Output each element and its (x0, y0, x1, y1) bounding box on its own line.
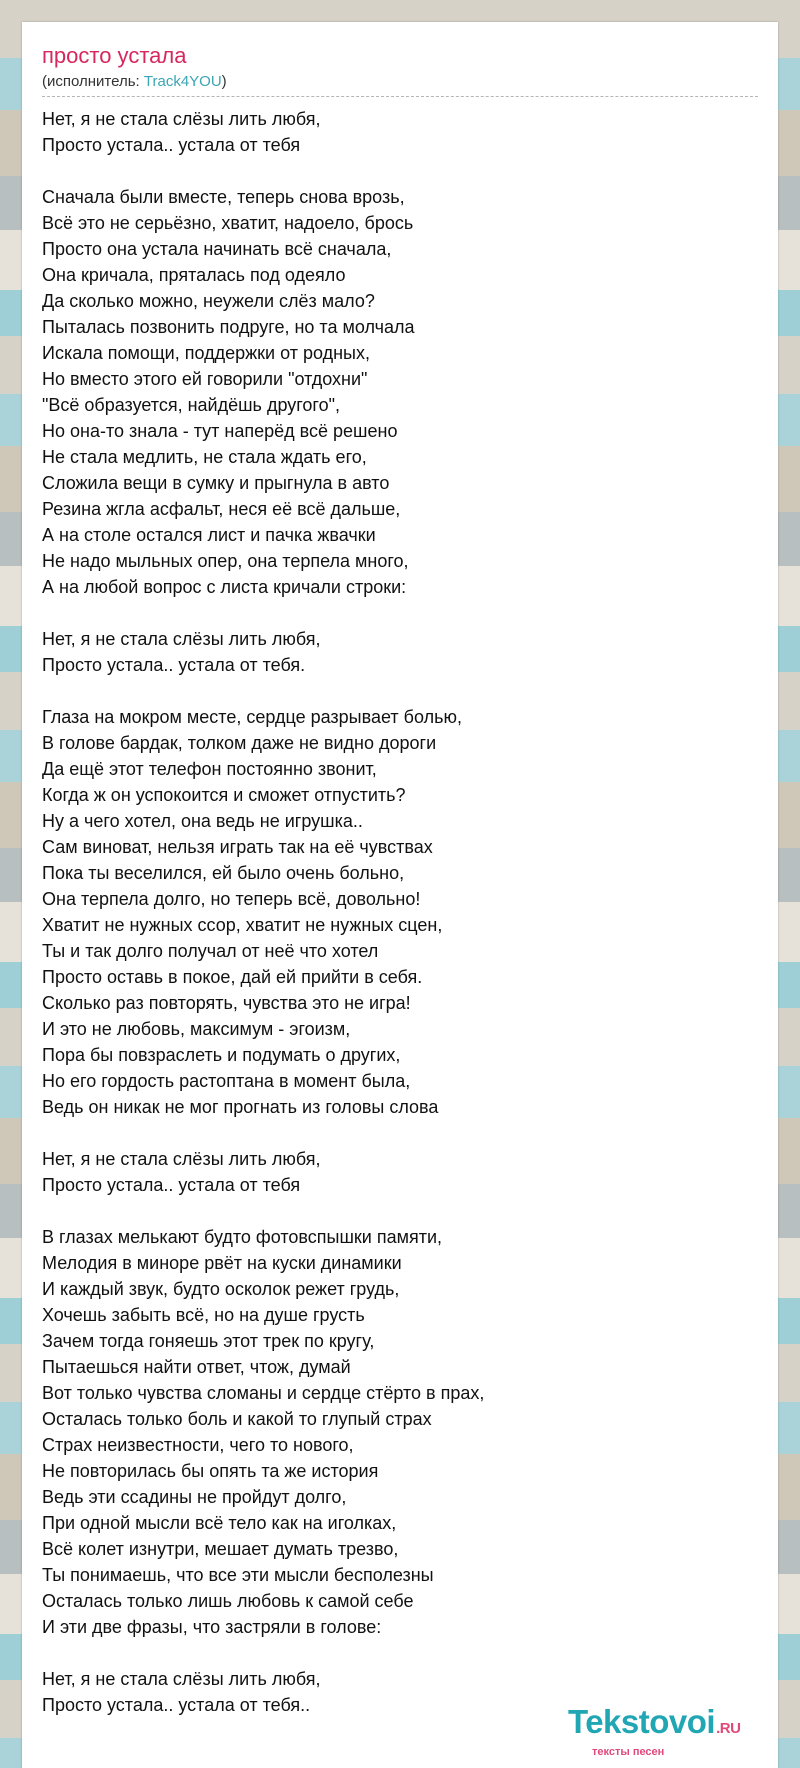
lyric-line: Не надо мыльных опер, она терпела много, (42, 551, 409, 571)
lyric-line: Просто устала.. устала от тебя (42, 135, 301, 155)
lyric-line: В глазах мелькают будто фотовспышки памяти, (42, 1227, 442, 1247)
lyric-line: Хочешь забыть всё, но на душе грусть (42, 1305, 365, 1325)
stanza (42, 1146, 758, 1198)
logo-tld: .RU (716, 1720, 741, 1737)
logo-subtitle: тексты песен (592, 1746, 665, 1758)
stanza (42, 184, 758, 600)
lyric-line: Ну а чего хотел, она ведь не игрушка.. (42, 811, 363, 831)
lyric-line: Пора бы повзраслеть и подумать о других, (42, 1045, 401, 1065)
lyric-line: Страх неизвестности, чего то нового, (42, 1435, 354, 1455)
lyric-line: В голове бардак, толком даже не видно дороги (42, 733, 437, 753)
lyric-line: Ты и так долго получал от неё что хотел (42, 941, 379, 961)
lyric-line: Да ещё этот телефон постоянно звонит, (42, 759, 377, 779)
lyrics-card (22, 22, 778, 1768)
lyric-line: Да сколько можно, неужели слёз мало? (42, 291, 375, 311)
lyric-line: И эти две фразы, что застряли в голове: (42, 1617, 382, 1637)
song-title: просто устала (42, 43, 187, 68)
lyric-line: Вот только чувства сломаны и сердце стёрто в прах, (42, 1383, 485, 1403)
lyric-line: Но его гордость растоптана в момент была, (42, 1071, 411, 1091)
lyric-line: Ведь он никак не мог прогнать из головы слова (42, 1097, 439, 1117)
lyric-line: Просто устала.. устала от тебя. (42, 655, 306, 675)
lyric-line: Просто устала.. устала от тебя.. (42, 1695, 311, 1715)
lyric-line: Мелодия в миноре рвёт на куски динамики (42, 1253, 402, 1273)
lyric-line: Но вместо этого ей говорили "отдохни" (42, 369, 368, 389)
lyric-line: Ты понимаешь, что все эти мысли бесполезны (42, 1565, 434, 1585)
lyric-line: Зачем тогда гоняешь этот трек по кругу, (42, 1331, 375, 1351)
lyric-line: А на любой вопрос с листа кричали строки: (42, 577, 407, 597)
stanza (42, 704, 758, 1120)
lyric-line: Хватит не нужных ссор, хватит не нужных сцен, (42, 915, 443, 935)
site-logo[interactable] (568, 1703, 768, 1758)
header-divider (42, 96, 758, 97)
performer-prefix: (исполнитель: (42, 73, 144, 90)
lyric-line: Нет, я не стала слёзы лить любя, (42, 1149, 321, 1169)
lyric-line: Не стала медлить, не стала ждать его, (42, 447, 367, 467)
lyric-line: Нет, я не стала слёзы лить любя, (42, 629, 321, 649)
lyric-line: Сам виноват, нельзя играть так на её чувствах (42, 837, 433, 857)
lyric-line: Резина жгла асфальт, неся её всё дальше, (42, 499, 401, 519)
performer-link[interactable]: Track4YOU (143, 73, 222, 90)
lyric-line: "Всё образуется, найдёшь другого", (42, 395, 341, 415)
lyric-line: Просто оставь в покое, дай ей прийти в себя. (42, 967, 423, 987)
lyric-line: Не повторилась бы опять та же история (42, 1461, 379, 1481)
lyric-line: Осталась только лишь любовь к самой себе (42, 1591, 414, 1611)
lyric-line: Просто она устала начинать всё сначала, (42, 239, 392, 259)
lyric-line: Когда ж он успокоится и сможет отпустить? (42, 785, 406, 805)
stanza (42, 106, 758, 158)
lyric-line: И каждый звук, будто осколок режет грудь, (42, 1279, 400, 1299)
lyric-line: А на столе остался лист и пачка жвачки (42, 525, 376, 545)
lyric-line: Нет, я не стала слёзы лить любя, (42, 109, 321, 129)
lyrics-text (42, 106, 758, 1744)
lyric-line: Она кричала, пряталась под одеяло (42, 265, 346, 285)
lyric-line: Осталась только боль и какой то глупый страх (42, 1409, 432, 1429)
logo-wordmark (568, 1705, 768, 1746)
lyric-line: Сначала были вместе, теперь снова врозь, (42, 187, 405, 207)
lyric-line: Пыталась позвонить подруге, но та молчала (42, 317, 415, 337)
lyric-line: Нет, я не стала слёзы лить любя, (42, 1669, 321, 1689)
song-header (42, 42, 758, 97)
lyric-line: Пытаешься найти ответ, чтож, думай (42, 1357, 351, 1377)
stanza (42, 626, 758, 678)
lyric-line: Всё колет изнутри, мешает думать трезво, (42, 1539, 399, 1559)
logo-name: Tekstovoi (568, 1703, 716, 1740)
lyric-line: Но она-то знала - тут наперёд всё решено (42, 421, 398, 441)
lyric-line: Ведь эти ссадины не пройдут долго, (42, 1487, 347, 1507)
lyric-line: Сколько раз повторять, чувства это не игра! (42, 993, 411, 1013)
lyric-line: Просто устала.. устала от тебя (42, 1175, 301, 1195)
lyric-line: И это не любовь, максимум - эгоизм, (42, 1019, 351, 1039)
lyric-line: Искала помощи, поддержки от родных, (42, 343, 370, 363)
lyric-line: Она терпела долго, но теперь всё, довольно! (42, 889, 421, 909)
lyric-line: При одной мысли всё тело как на иголках, (42, 1513, 397, 1533)
lyric-line: Всё это не серьёзно, хватит, надоело, брось (42, 213, 414, 233)
lyric-line: Пока ты веселился, ей было очень больно, (42, 863, 405, 883)
performer-line (42, 72, 758, 92)
stanza (42, 1224, 758, 1640)
lyric-line: Сложила вещи в сумку и прыгнула в авто (42, 473, 390, 493)
performer-suffix: ) (221, 73, 227, 90)
lyric-line: Глаза на мокром месте, сердце разрывает болью, (42, 707, 462, 727)
